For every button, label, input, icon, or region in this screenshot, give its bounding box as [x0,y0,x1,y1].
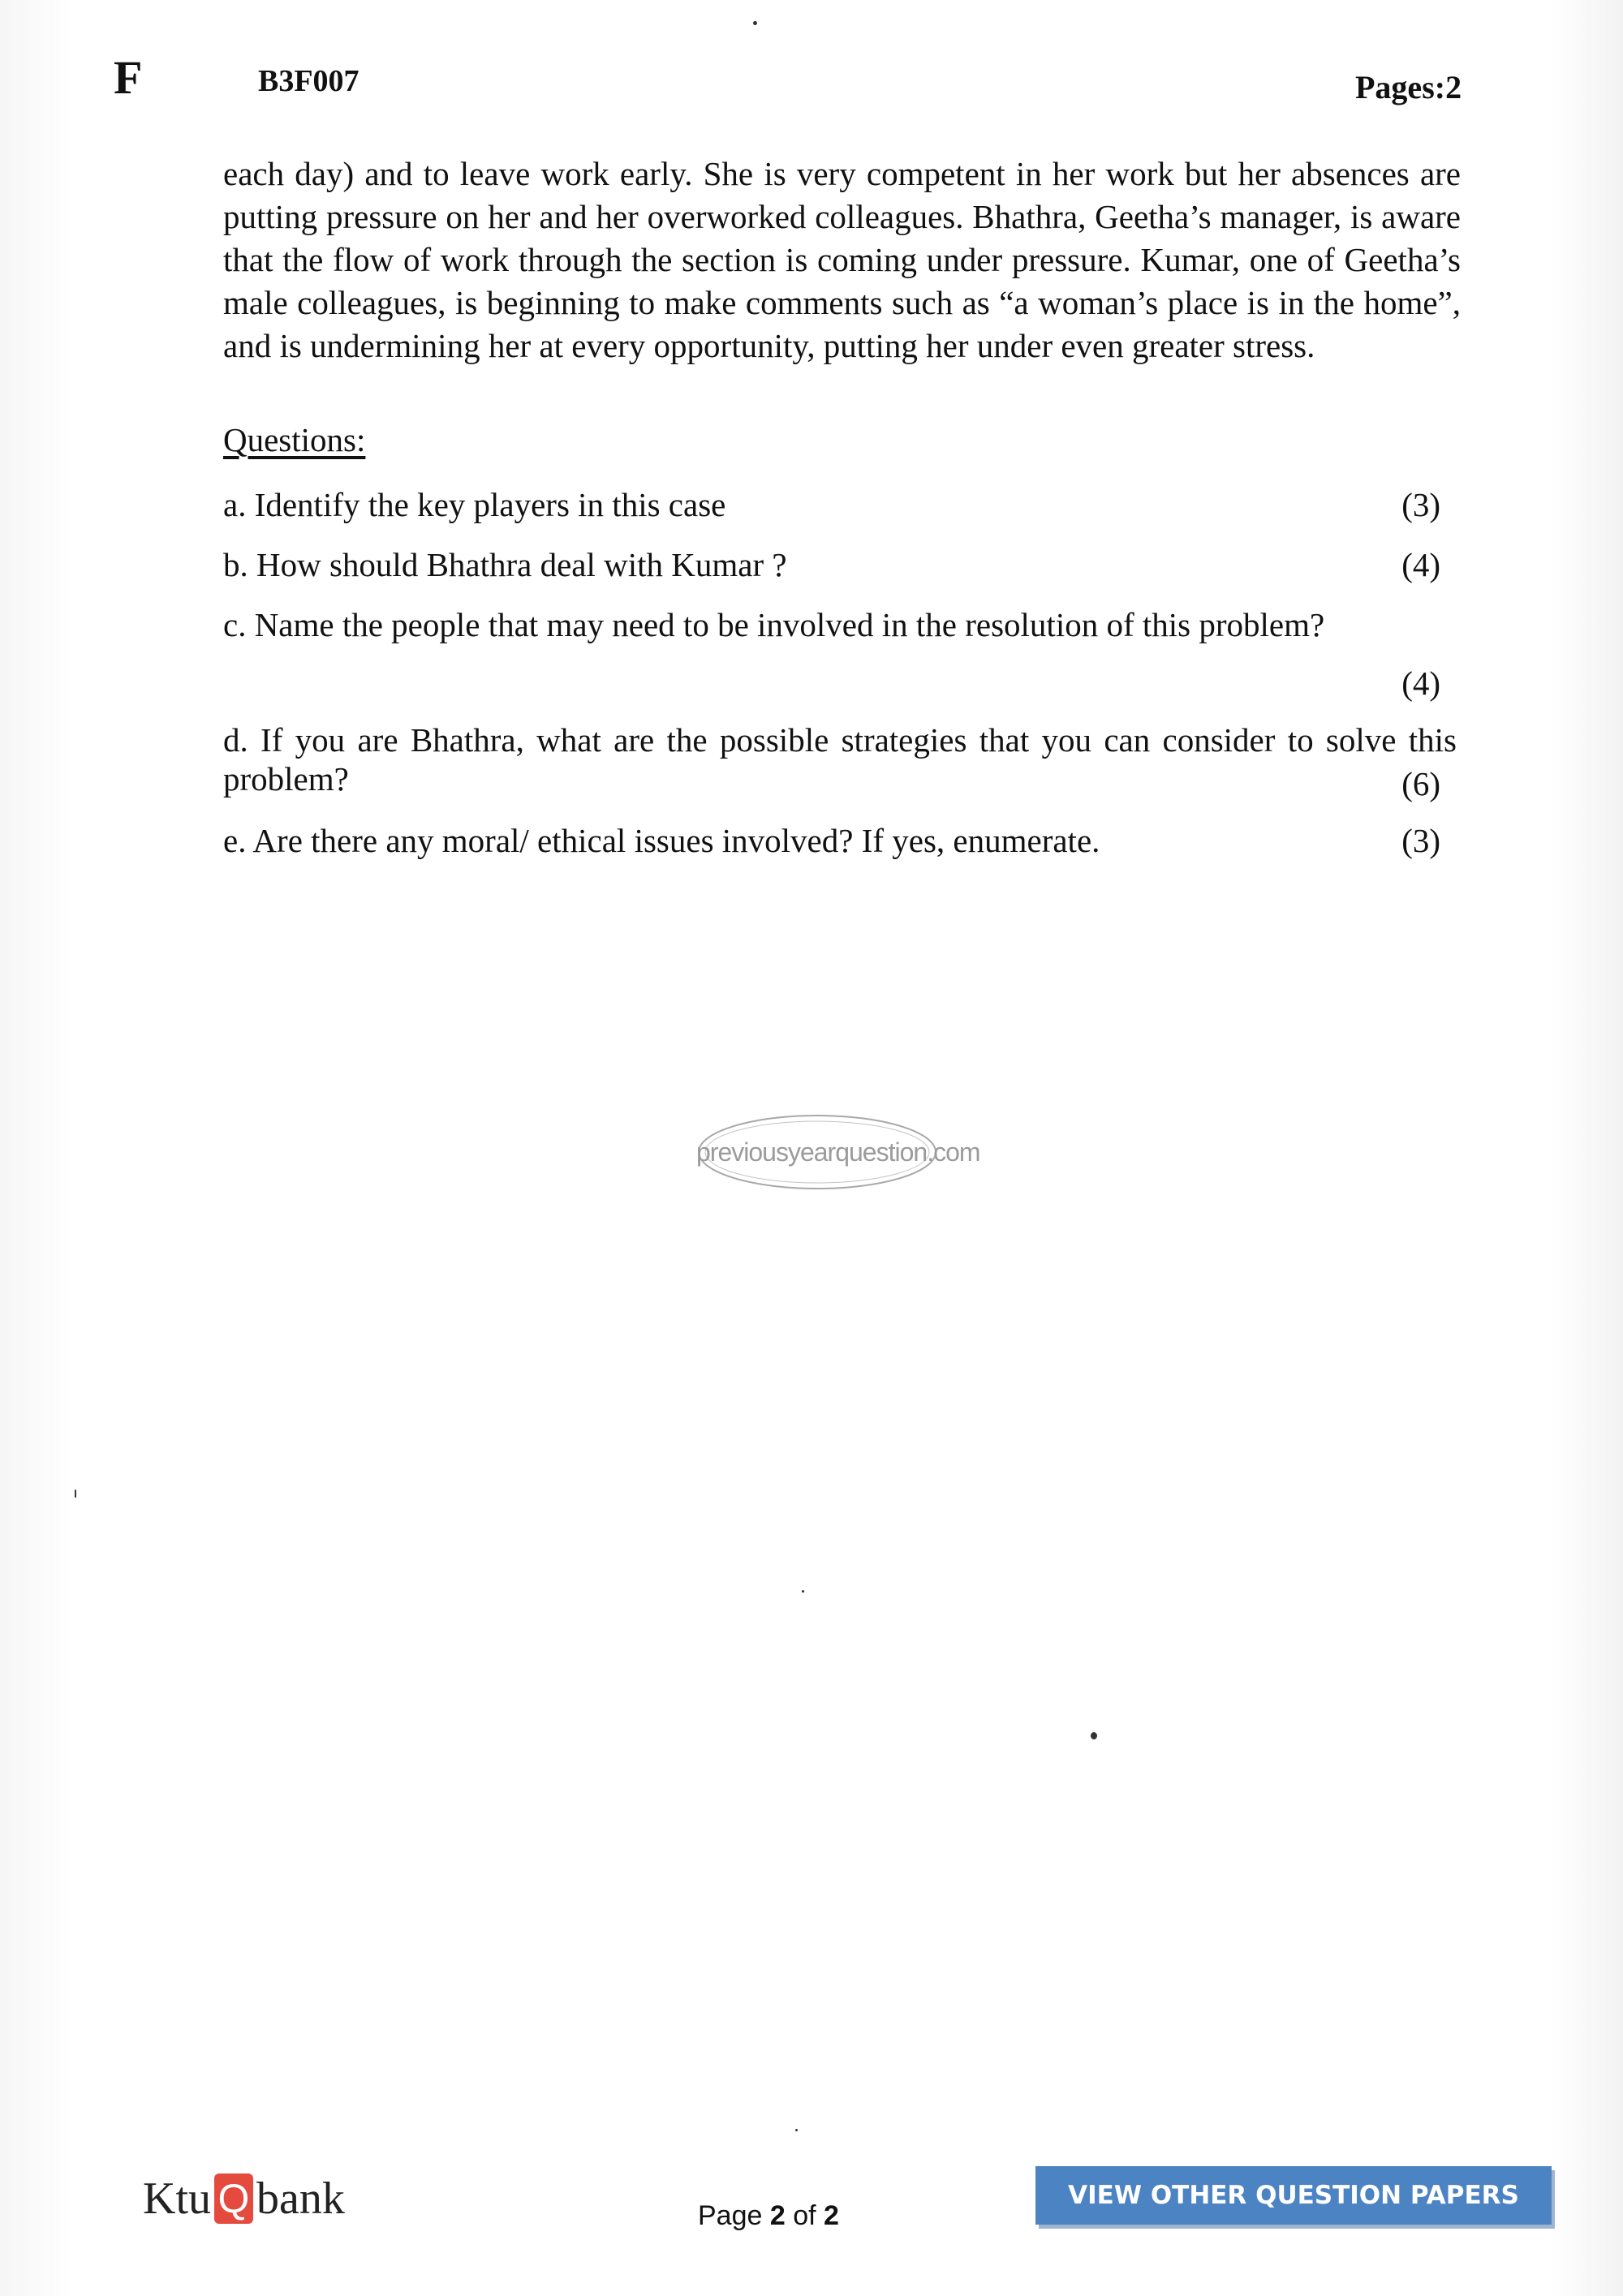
question-d-marks: (6) [1401,765,1440,802]
scan-speck [75,1490,76,1498]
page-total: 2 [824,2200,839,2231]
logo-q-icon: Q [214,2173,253,2224]
question-b [223,544,1440,585]
scan-shade-right [1550,0,1623,2296]
case-paragraph [223,153,1461,368]
series-letter: F [114,51,143,104]
question-c-marks: (4) [1401,664,1440,702]
question-text: e. Are there any moral/ ethical issues involved? If yes, enumerate. [223,822,1100,859]
scan-speck [795,2129,798,2131]
scan-speck [1091,1732,1097,1739]
question-a [223,484,1440,525]
page-number: Page 2 of 2 [698,2200,839,2231]
scan-speck [753,21,757,25]
question-text: c. Name the people that may need to be involved in the resolution of this problem? [223,606,1325,643]
page-current: 2 [769,2200,786,2231]
scan-shade-left [0,0,73,2296]
question-c [223,604,1440,645]
page-count: Pages:2 [1355,69,1462,105]
logo-suffix: bank [256,2173,345,2224]
case-text: each day) and to leave work early. She is very competent in her work but her absences are putting pressure on her and her overworked colleagues. Bhathra, Geetha’s manager, is aware that the flow of work through the section is coming under pressure. Kumar, one of Geetha’s male colleagues, is beginning to make comments such as “a woman’s place is in the home”, and is undermining her at every opportunity, putting her under even greater stress. [223,155,1461,364]
question-marks: (3) [1401,822,1440,859]
question-text: d. If you are Bhathra, what are the possible strategies that you can consider to solve this problem? [223,721,1457,798]
question-d [223,720,1457,798]
ktuqbank-logo[interactable] [143,2170,345,2227]
question-marks: (4) [1401,546,1440,583]
question-marks: (3) [1401,486,1440,523]
paper-code: B3F007 [258,64,359,98]
view-other-papers-button[interactable]: VIEW OTHER QUESTION PAPERS [1035,2166,1552,2225]
question-text: b. How should Bhathra deal with Kumar ? [223,546,787,583]
questions-heading: Questions: [223,421,366,458]
watermark-text: previousyearquestion.com [696,1137,980,1167]
logo-prefix: Ktu [143,2173,211,2224]
watermark-stamp [696,1113,980,1191]
scan-speck [802,1590,804,1593]
question-e [223,820,1440,861]
question-text: a. Identify the key players in this case [223,486,726,523]
